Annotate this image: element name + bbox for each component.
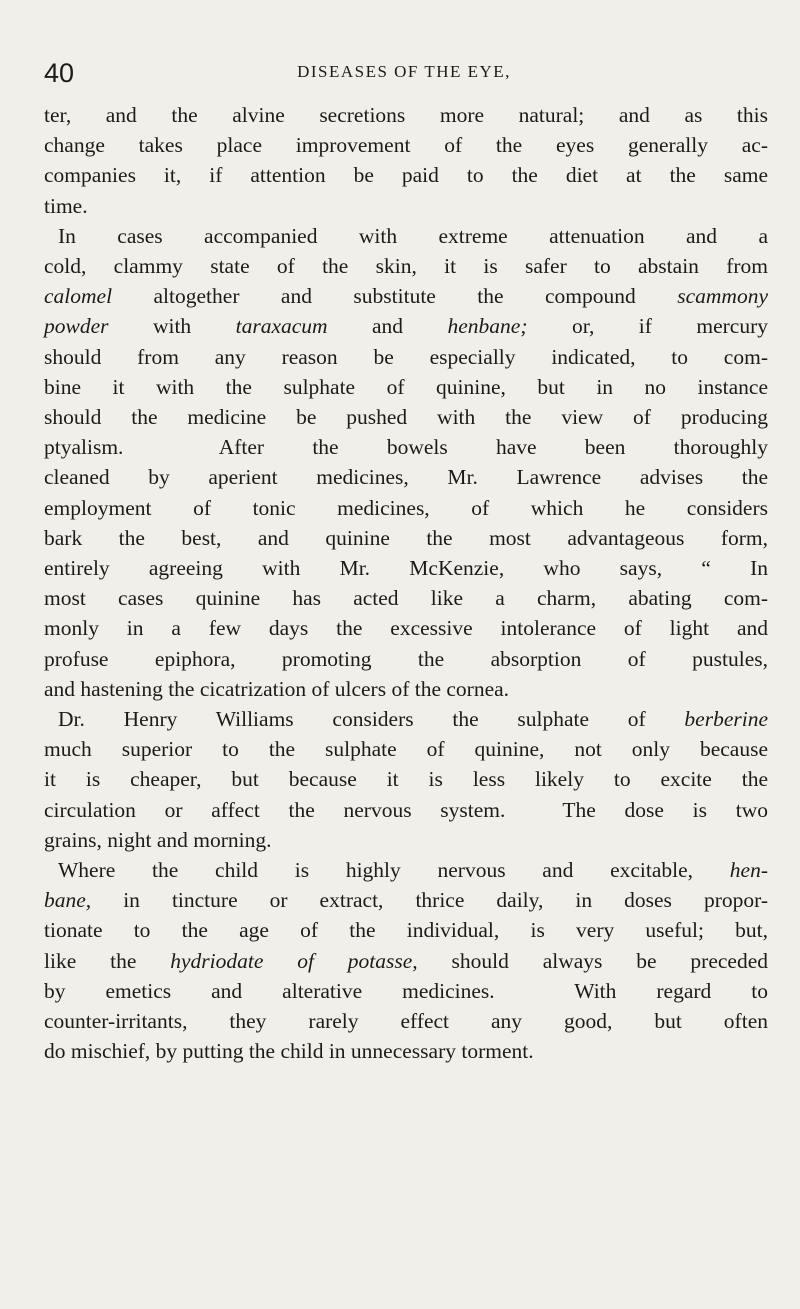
text-line bbox=[44, 342, 768, 372]
text-run: scammony bbox=[677, 284, 768, 309]
text-run: should from any reason be especially indicated, to com- bbox=[44, 344, 768, 369]
text-run: tionate to the age of the individual, is very useful; but, bbox=[44, 918, 768, 943]
text-run: profuse epiphora, promoting the absorption of pustules, bbox=[44, 646, 768, 671]
text-run: berberine bbox=[684, 707, 768, 732]
text-run: powder bbox=[44, 314, 109, 339]
text-line bbox=[44, 825, 768, 855]
text-run: altogether and substitute the compound bbox=[112, 284, 678, 309]
text-run: hen- bbox=[729, 858, 768, 883]
text-run: like the bbox=[44, 948, 171, 973]
text-line bbox=[44, 583, 768, 613]
text-run: much superior to the sulphate of quinine, not only because bbox=[44, 737, 768, 762]
text-run: ptyalism. After the bowels have been thoroughly bbox=[44, 435, 768, 460]
page-header bbox=[44, 58, 764, 88]
text-run: entirely agreeing with Mr. McKenzie, who says, “ In bbox=[44, 556, 768, 581]
text-run: do mischief, by putting the child in unnecessary torment. bbox=[44, 1039, 534, 1064]
text-run: in tincture or extract, thrice daily, in doses propor- bbox=[91, 888, 768, 913]
text-line bbox=[44, 100, 768, 130]
text-run: or, if mercury bbox=[527, 314, 769, 339]
text-line bbox=[44, 976, 768, 1006]
text-run: circulation or affect the nervous system. The dose is two bbox=[44, 797, 768, 822]
text-run: In cases accompanied with extreme attenuation and a bbox=[58, 223, 768, 248]
text-run: cleaned by aperient medicines, Mr. Lawrence advises the bbox=[44, 465, 768, 490]
text-line bbox=[44, 493, 768, 523]
text-run: ter, and the alvine secretions more natural; and as this bbox=[44, 103, 768, 127]
text-run: and bbox=[327, 314, 448, 339]
body-text bbox=[44, 100, 768, 1067]
text-line bbox=[44, 402, 768, 432]
text-run: bark the best, and quinine the most advantageous form, bbox=[44, 525, 768, 550]
text-line bbox=[44, 432, 768, 462]
text-run: calomel bbox=[44, 284, 113, 309]
text-line bbox=[44, 795, 768, 825]
text-line bbox=[44, 251, 768, 281]
text-run: by emetics and alterative medicines. With regard to bbox=[44, 978, 768, 1003]
text-line bbox=[44, 281, 768, 311]
text-line bbox=[44, 160, 768, 190]
text-line bbox=[44, 704, 768, 734]
text-line bbox=[44, 462, 768, 492]
text-line bbox=[44, 644, 768, 674]
text-line bbox=[44, 674, 768, 704]
text-line bbox=[44, 764, 768, 794]
text-run: taraxacum bbox=[235, 314, 328, 339]
running-head: DISEASES OF THE EYE, bbox=[297, 62, 511, 81]
text-run: should always be preceded bbox=[417, 948, 768, 973]
text-line bbox=[44, 523, 768, 553]
text-run: cold, clammy state of the skin, it is safer to abstain from bbox=[44, 254, 768, 279]
text-run: monly in a few days the excessive intolerance of light and bbox=[44, 616, 768, 641]
text-run: henbane; bbox=[447, 314, 528, 339]
page-number: 40 bbox=[44, 58, 75, 88]
text-run: grains, night and morning. bbox=[44, 827, 272, 852]
text-line bbox=[44, 946, 768, 976]
text-line bbox=[44, 191, 768, 221]
text-run: it is cheaper, but because it is less likely to excite the bbox=[44, 767, 768, 792]
text-line bbox=[44, 1006, 768, 1036]
text-run: with bbox=[108, 314, 236, 339]
text-line bbox=[44, 372, 768, 402]
text-run: bine it with the sulphate of quinine, but in no instance bbox=[44, 374, 768, 399]
text-line bbox=[44, 221, 768, 251]
text-line bbox=[44, 915, 768, 945]
text-run: should the medicine be pushed with the view of producing bbox=[44, 405, 768, 430]
text-run: time. bbox=[44, 193, 88, 218]
text-line bbox=[44, 885, 768, 915]
text-run: Where the child is highly nervous and excitable, bbox=[58, 858, 730, 883]
text-run: counter-irritants, they rarely effect any good, but often bbox=[44, 1009, 768, 1034]
text-run: and hastening the cicatrization of ulcers of the cornea. bbox=[44, 676, 510, 701]
text-line bbox=[44, 311, 768, 341]
text-line bbox=[44, 734, 768, 764]
text-run: bane, bbox=[44, 888, 92, 913]
text-run: most cases quinine has acted like a charm, abating com- bbox=[44, 586, 768, 611]
text-line bbox=[44, 130, 768, 160]
text-run: Dr. Henry Williams considers the sulphate of bbox=[58, 707, 685, 732]
text-line bbox=[44, 613, 768, 643]
text-run: companies it, if attention be paid to the diet at the same bbox=[44, 163, 768, 188]
text-line bbox=[44, 1036, 768, 1066]
text-run: change takes place improvement of the eyes generally ac- bbox=[44, 133, 768, 158]
text-run: hydriodate of potasse, bbox=[170, 948, 418, 973]
text-run: employment of tonic medicines, of which he considers bbox=[44, 495, 768, 520]
text-line bbox=[44, 553, 768, 583]
text-line bbox=[44, 855, 768, 885]
